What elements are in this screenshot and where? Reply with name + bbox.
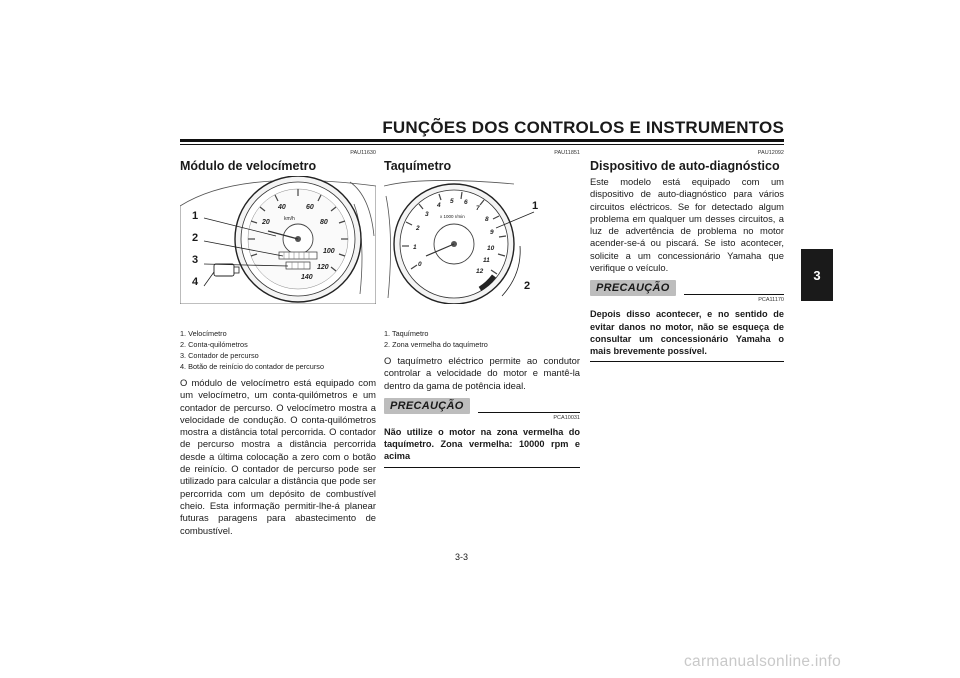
dial-number: 1 (413, 244, 417, 251)
dial-number: 3 (425, 211, 429, 218)
caution-end-rule (384, 467, 580, 468)
chapter-tab: 3 (801, 249, 833, 301)
caution-badge: PRECAUÇÃO (384, 398, 470, 414)
callout-4: 4 (192, 276, 199, 288)
header-rule-thin (180, 144, 784, 145)
section-heading: Módulo de velocímetro (180, 159, 317, 173)
unit-label: km/h (284, 216, 295, 222)
callout-1: 1 (532, 200, 539, 212)
caution-code: PCA10031 (553, 414, 580, 421)
speedometer-illustration (180, 176, 376, 304)
page-number: 3-3 (455, 552, 469, 562)
dial-number: 10 (487, 245, 495, 252)
caution-box (384, 398, 580, 468)
caption-item: 2. Zona vermelha do taquímetro (384, 340, 488, 349)
caption-item: 3. Contador de percurso (180, 351, 259, 360)
dial-number: 8 (485, 216, 489, 223)
caution-badge: PRECAUÇÃO (590, 280, 676, 296)
caution-header (384, 398, 580, 414)
tachometer-section (384, 150, 580, 468)
page-title: FUNÇÕES DOS CONTROLOS E INSTRUMENTOS (382, 118, 784, 137)
section-body: O taquímetro eléctrico permite ao condutor controlar a velocidade do motor e mantê-la dentro da gama de potência ideal. (384, 355, 580, 391)
caption-item: 4. Botão de reinício do contador de percurso (180, 362, 325, 371)
section-code: PAU11630 (350, 150, 376, 156)
caution-text: Não utilize o motor na zona vermelha do taquímetro. Zona vermelha: 10000 rpm e acima (384, 426, 580, 462)
speedometer-section (180, 150, 376, 537)
caution-text: Depois disso acontecer, e no sentido de evitar danos no motor, não se esqueça de consultar um concessionário Yamaha o mais brevemente possível. (590, 309, 784, 356)
caution-rule (684, 294, 784, 295)
dial-number: 20 (262, 219, 270, 226)
callout-2: 2 (524, 280, 531, 292)
caption-item: 2. Conta-quilómetros (180, 340, 248, 349)
tachometer-figure (384, 176, 580, 304)
unit-label: x 1000 r/min (440, 214, 465, 219)
caution-end-rule (590, 361, 784, 362)
dial-number: 2 (416, 225, 420, 232)
dial-number: 5 (450, 198, 454, 205)
dial-number: 0 (418, 261, 422, 268)
figure-captions (384, 328, 580, 350)
dial-number: 7 (476, 205, 480, 212)
speedometer-figure (180, 176, 376, 304)
section-body: Este modelo está equipado com um dispositivo de auto-diagnóstico para vários circuitos eléctricos. Se for detectado algum problema em qualquer um desses circuitos, a luz de advertência de problema no motor acender-se-á ou piscará. Se isto acontecer, solicite a um concessionário Yamaha que verifique o veículo. (590, 176, 784, 274)
callout-2: 2 (192, 232, 199, 244)
figure-captions (180, 328, 376, 372)
dial-number: 6 (464, 199, 468, 206)
caution-header (590, 280, 784, 296)
caution-box (590, 280, 784, 362)
self-diagnosis-section (590, 150, 784, 362)
dial-number: 12 (476, 268, 484, 275)
dial-number: 60 (306, 204, 314, 211)
watermark: carmanualsonline.info (684, 653, 842, 670)
caution-code: PCA11170 (758, 297, 784, 304)
caption-item: 1. Taquímetro (384, 329, 429, 338)
dial-number: 80 (320, 219, 328, 226)
section-code: PAU12092 (757, 150, 784, 156)
section-heading: Dispositivo de auto-diagnóstico (590, 159, 780, 173)
tachometer-illustration (384, 176, 580, 304)
dial-number: 4 (437, 202, 441, 209)
callout-1: 1 (192, 210, 199, 222)
caption-item: 1. Velocímetro (180, 329, 227, 338)
dial-number: 100 (323, 248, 335, 255)
section-body: O módulo de velocímetro está equipado com um velocímetro, um conta-quilómetros e um contador de percurso. O velocímetro mostra a velocidade de condução. O conta-quilómetros mostra a distância total percorrida. O contador de percurso mostra a distância percorrida desde a última colocação a zero com o botão de reinício. O contador de percurso pode ser utilizado para calcular a distância que pode ser percorrida com um depósito de combustível cheio. Esta informação permitir-lhe-á planear futuras paragens para abastecimento de combustível. (180, 377, 376, 536)
header-rule (180, 139, 784, 142)
caution-rule (478, 412, 580, 413)
dial-number: 9 (490, 229, 494, 236)
callout-3: 3 (192, 254, 199, 266)
section-heading: Taquímetro (384, 159, 452, 173)
dial-number: 40 (278, 204, 286, 211)
dial-number: 120 (317, 264, 329, 271)
section-code: PAU11851 (554, 150, 580, 156)
dial-number: 11 (483, 257, 490, 264)
dial-number: 140 (301, 274, 313, 281)
